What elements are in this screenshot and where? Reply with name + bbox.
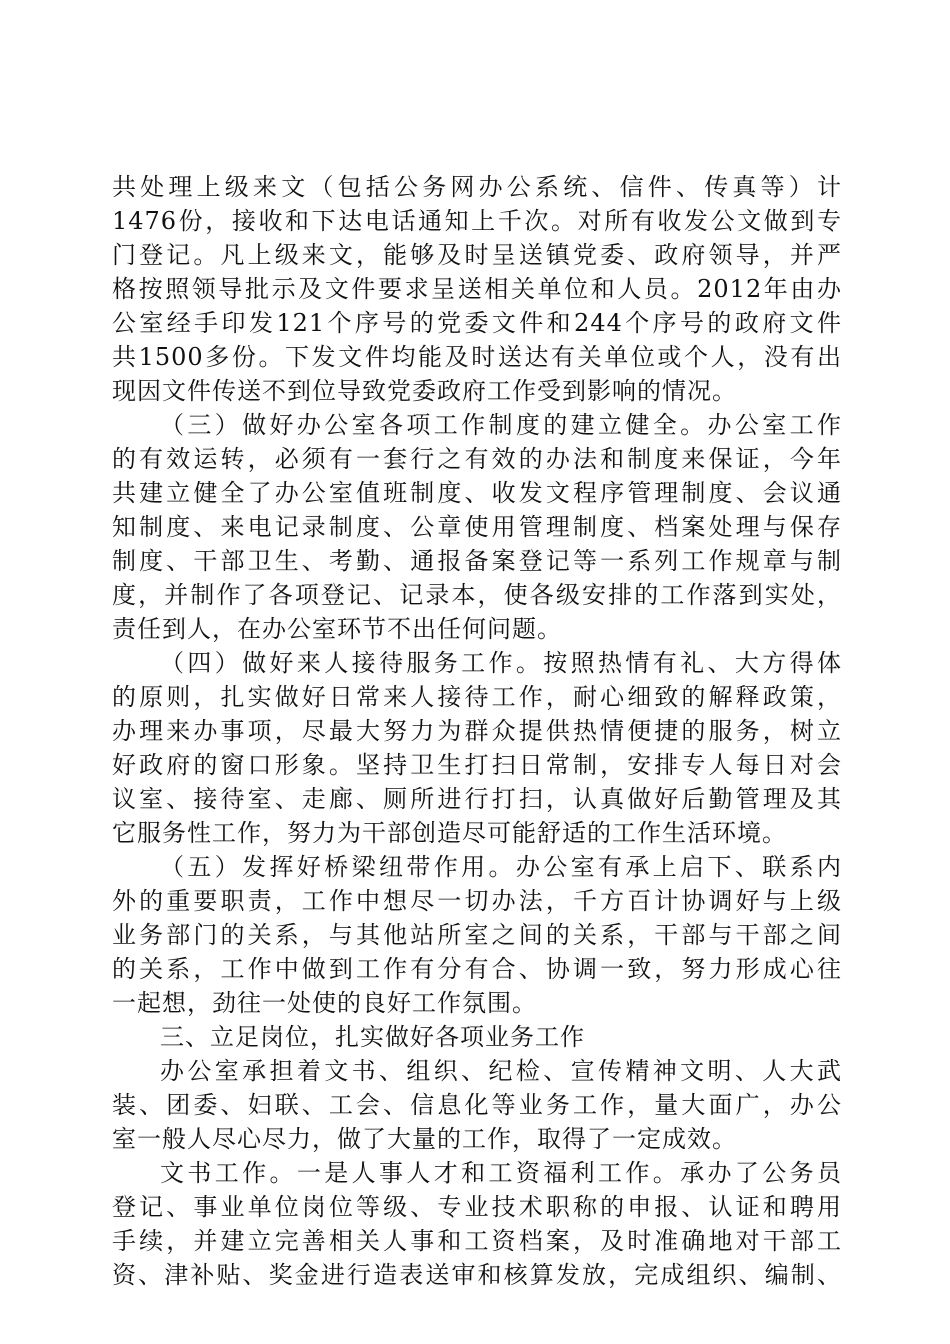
text-line: 资、津补贴、奖金进行造表送审和核算发放，完成组织、编制、 (112, 1261, 842, 1289)
text-line: 责任到人，在办公室环节不出任何问题。 (112, 615, 562, 643)
text-line: 三、立足岗位，扎实做好各项业务工作 (160, 1023, 585, 1051)
text-line: 的有效运转，必须有一套行之有效的办法和制度来保证，今年 (112, 445, 842, 473)
text-line: 登记、事业单位岗位等级、专业技术职称的申报、认证和聘用 (112, 1193, 842, 1221)
text-line: 现因文件传送不到位导致党委政府工作受到影响的情况。 (112, 377, 737, 405)
text-line: 门登记。凡上级来文，能够及时呈送镇党委、政府领导，并严 (112, 241, 842, 269)
text-line: 手续，并建立完善相关人事和工资档案，及时准确地对干部工 (112, 1227, 842, 1255)
text-line: （四）做好来人接待服务工作。按照热情有礼、大方得体 (160, 649, 842, 677)
text-line: 室一般人尽心尽力，做了大量的工作，取得了一定成效。 (112, 1125, 737, 1153)
text-line: 办公室承担着文书、组织、纪检、宣传精神文明、人大武 (160, 1057, 842, 1085)
document-body (112, 170, 842, 1292)
text-line: 度，并制作了各项登记、记录本，使各级安排的工作落到实处， (112, 581, 842, 609)
text-line: 的关系，工作中做到工作有分有合、协调一致，努力形成心往 (112, 955, 842, 983)
text-line: 共1500多份。下发文件均能及时送达有关单位或个人，没有出 (112, 343, 842, 371)
text-line: 公室经手印发121个序号的党委文件和244个序号的政府文件 (112, 309, 842, 337)
text-line: （五）发挥好桥梁纽带作用。办公室有承上启下、联系内 (160, 853, 842, 881)
text-line: 格按照领导批示及文件要求呈送相关单位和人员。2012年由办 (112, 275, 842, 303)
text-line: 文书工作。一是人事人才和工资福利工作。承办了公务员 (160, 1159, 842, 1187)
text-line: 办理来办事项，尽最大努力为群众提供热情便捷的服务，树立 (112, 717, 842, 745)
text-line: 的原则，扎实做好日常来人接待工作，耐心细致的解释政策， (112, 683, 842, 711)
text-line: 知制度、来电记录制度、公章使用管理制度、档案处理与保存 (112, 513, 842, 541)
text-line: （三）做好办公室各项工作制度的建立健全。办公室工作 (160, 411, 842, 439)
text-line: 共处理上级来文（包括公务网办公系统、信件、传真等）计 (112, 173, 842, 201)
text-line: 制度、干部卫生、考勤、通报备案登记等一系列工作规章与制 (112, 547, 842, 575)
text-line: 议室、接待室、走廊、厕所进行打扫，认真做好后勤管理及其 (112, 785, 842, 813)
text-line: 一起想，劲往一处使的良好工作氛围。 (112, 989, 537, 1017)
text-line: 好政府的窗口形象。坚持卫生打扫日常制，安排专人每日对会 (112, 751, 842, 779)
text-line: 装、团委、妇联、工会、信息化等业务工作，量大面广，办公 (112, 1091, 842, 1119)
text-line: 业务部门的关系，与其他站所室之间的关系，干部与干部之间 (112, 921, 842, 949)
text-line: 它服务性工作，努力为干部创造尽可能舒适的工作生活环境。 (112, 819, 787, 847)
text-line: 共建立健全了办公室值班制度、收发文程序管理制度、会议通 (112, 479, 842, 507)
text-line: 外的重要职责，工作中想尽一切办法，千方百计协调好与上级 (112, 887, 842, 915)
text-line: 1476份，接收和下达电话通知上千次。对所有收发公文做到专 (112, 207, 842, 235)
